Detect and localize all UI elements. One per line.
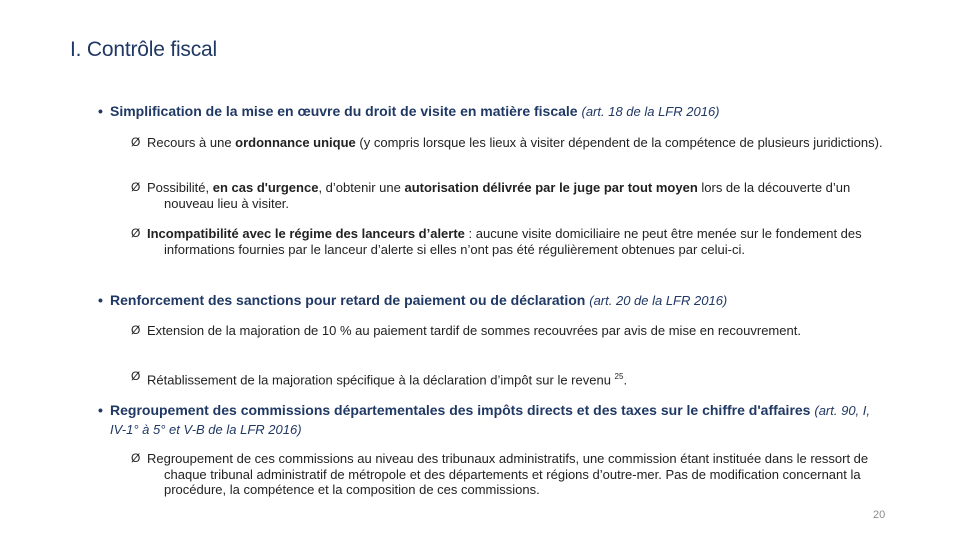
section-heading-visite [98,102,880,121]
bullet-icon: • [98,402,103,418]
arrow-bullet-icon: Ø [131,226,141,240]
item-text: : aucune visite domiciliaire ne peut être menée sur le fondement des informations fournies par le lanceur d’alerte si elles n’ont pas été régulièrement obtenues par celui-ci. [164,226,862,257]
section-reference: (art. 90, I, IV-1° à 5° et V-B de la LFR 2016) [110,403,870,437]
arrow-bullet-icon: Ø [131,369,141,383]
list-item-regroupement [131,451,887,498]
item-text: Recours à une [147,135,236,150]
section-reference: (art. 18 de la LFR 2016) [581,104,720,119]
item-text-emphasis: ordonnance unique [235,135,356,150]
section-heading-text: Simplification de la mise en œuvre du droit de visite en matière fiscale [110,103,578,119]
section-reference: (art. 20 de la LFR 2016) [589,293,728,308]
item-text: . [623,372,628,388]
page-number: 20 [873,509,886,521]
list-item-lanceurs-alerte [131,226,887,257]
slide-title: I. Contrôle fiscal [70,38,217,61]
list-item-majoration-10 [131,323,887,339]
item-text-emphasis: autorisation délivrée par le juge par tout moyen [404,180,698,195]
item-text: lors de la découverte d’un nouveau lieu à visiter. [164,180,851,211]
list-item-majoration-ir [131,369,887,388]
arrow-bullet-icon: Ø [131,180,141,194]
list-item-urgence [131,180,887,211]
item-text-emphasis: en cas d'urgence [212,180,319,195]
section-heading-commissions [98,401,880,439]
item-text: Possibilité, [147,180,213,195]
section-heading-text: Regroupement des commissions départementales des impôts directs et des taxes sur le chiffre d'affaires [110,402,811,418]
footnote-ref: 25 [614,372,624,381]
bullet-icon: • [98,103,103,119]
item-text: Rétablissement de la majoration spécifique à la déclaration d’impôt sur le revenu [147,372,615,388]
item-text-emphasis: Incompatibilité avec le régime des lanceurs d’alerte [147,226,465,241]
item-text: Extension de la majoration de 10 % au paiement tardif de sommes recouvrées par avis de mise en recouvrement. [147,323,801,338]
item-text: Regroupement de ces commissions au niveau des tribunaux administratifs, une commission étant instituée dans le ressort de chaque tribunal administratif de métropole et des départements et régions d’outre-mer. Pas de modification concernant la procédure, la compétence et la composition de ces commissions. [147,451,869,497]
section-heading-text: Renforcement des sanctions pour retard de paiement ou de déclaration [110,292,586,308]
list-item-ordonnance [131,135,887,151]
item-text: (y compris lorsque les lieux à visiter dépendent de la compétence de plusieurs juridictions). [355,135,883,150]
section-heading-sanctions [98,291,880,310]
arrow-bullet-icon: Ø [131,135,141,149]
bullet-icon: • [98,292,103,308]
item-text: , d’obtenir une [318,180,405,195]
arrow-bullet-icon: Ø [131,323,141,337]
arrow-bullet-icon: Ø [131,451,141,465]
